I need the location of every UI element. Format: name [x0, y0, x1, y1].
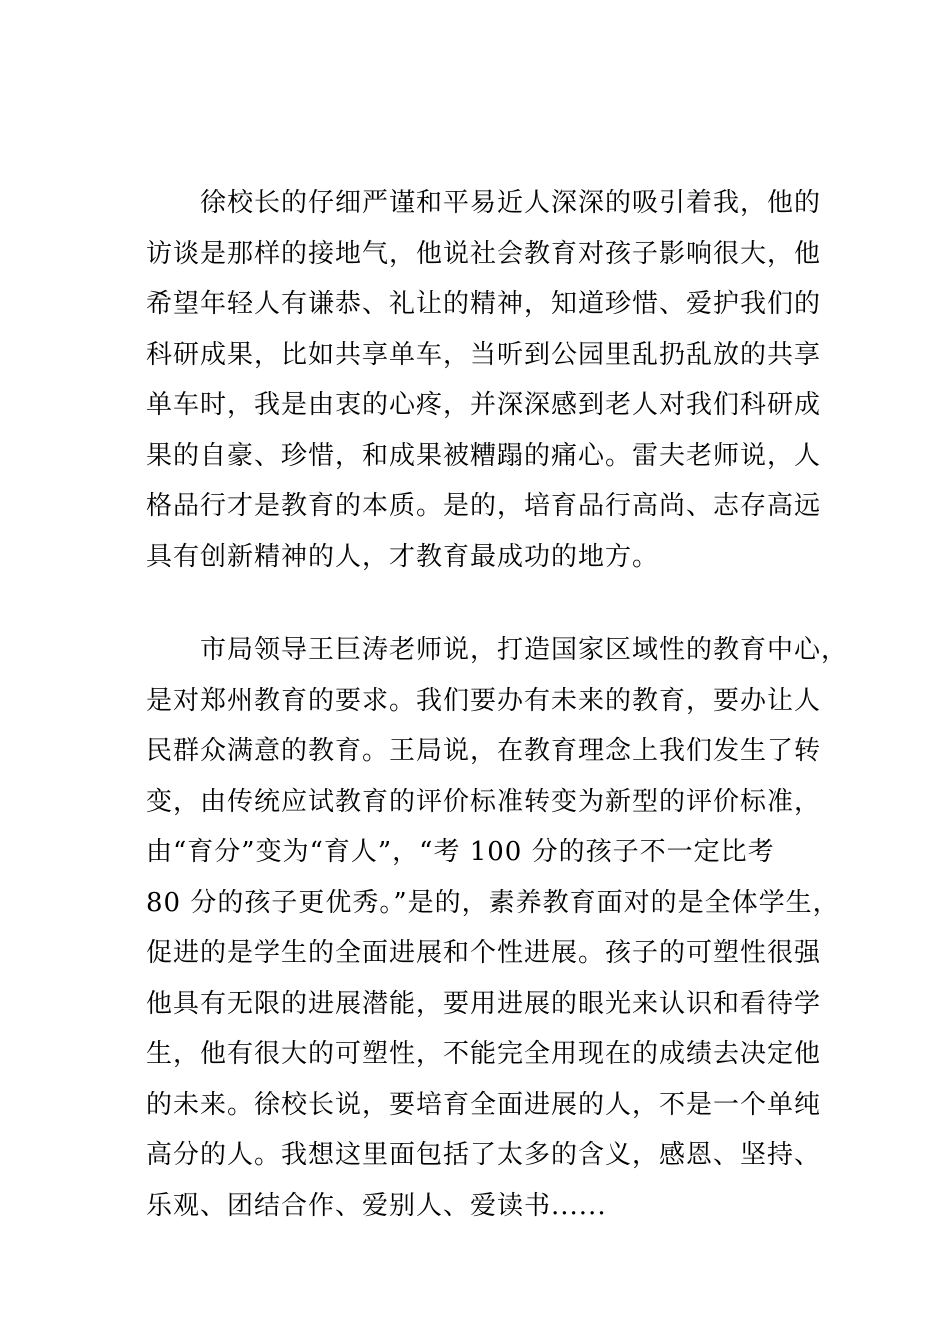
paragraph-line: 格品行才是教育的本质。是的，培育品行高尚、志存高远: [146, 491, 822, 521]
paragraph-line: 变，由传统应试教育的评价标准转变为新型的评价标准，: [146, 786, 822, 817]
paragraph-line: 希望年轻人有谦恭、礼让的精神，知道珍惜、爱护我们的: [146, 289, 822, 319]
paragraph-line: 促进的是学生的全面进展和个性进展。孩子的可塑性很强: [146, 938, 822, 968]
paragraph-line: 80 分的孩子更优秀。”是的，素养教育面对的是全体学生，: [146, 887, 840, 918]
paragraph-line: 他具有无限的进展潜能，要用进展的眼光来认识和看待学: [146, 988, 822, 1019]
paragraph-line: 乐观、团结合作、爱别人、爱读书......: [146, 1190, 607, 1221]
paragraph-line: 访谈是那样的接地气，他说社会教育对孩子影响很大，他: [146, 238, 822, 269]
paragraph-line: 具有创新精神的人，才教育最成功的地方。: [146, 541, 660, 572]
paragraph-line: 生，他有很大的可塑性，不能完全用现在的成绩去决定他: [146, 1039, 822, 1069]
paragraph-line: 高分的人。我想这里面包括了太多的含义，感恩、坚持、: [146, 1140, 822, 1170]
paragraph-line: 徐校长的仔细严谨和平易近人深深的吸引着我，他的: [146, 188, 822, 218]
paragraph-city-bureau: [146, 625, 849, 1231]
paragraph-line: 科研成果，比如共享单车，当听到公园里乱扔乱放的共享: [146, 339, 822, 370]
paragraph-line: 的未来。徐校长说，要培育全面进展的人，不是一个单纯: [146, 1089, 822, 1120]
paragraph-line: 单车时，我是由衷的心疼，并深深感到老人对我们科研成: [146, 390, 822, 420]
paragraph-line: 果的自豪、珍惜，和成果被糟蹋的痛心。雷夫老师说，人: [146, 440, 822, 471]
paragraph-line: 由“育分”变为“育人”，“考 100 分的孩子不一定比考: [146, 837, 775, 867]
paragraph-line: 是对郑州教育的要求。我们要办有未来的教育，要办让人: [146, 685, 822, 716]
paragraph-principal-xu: [146, 178, 826, 582]
paragraph-line: 市局领导王巨涛老师说，打造国家区域性的教育中心，: [146, 635, 849, 665]
paragraph-line: 民群众满意的教育。王局说，在教育理念上我们发生了转: [146, 736, 822, 766]
